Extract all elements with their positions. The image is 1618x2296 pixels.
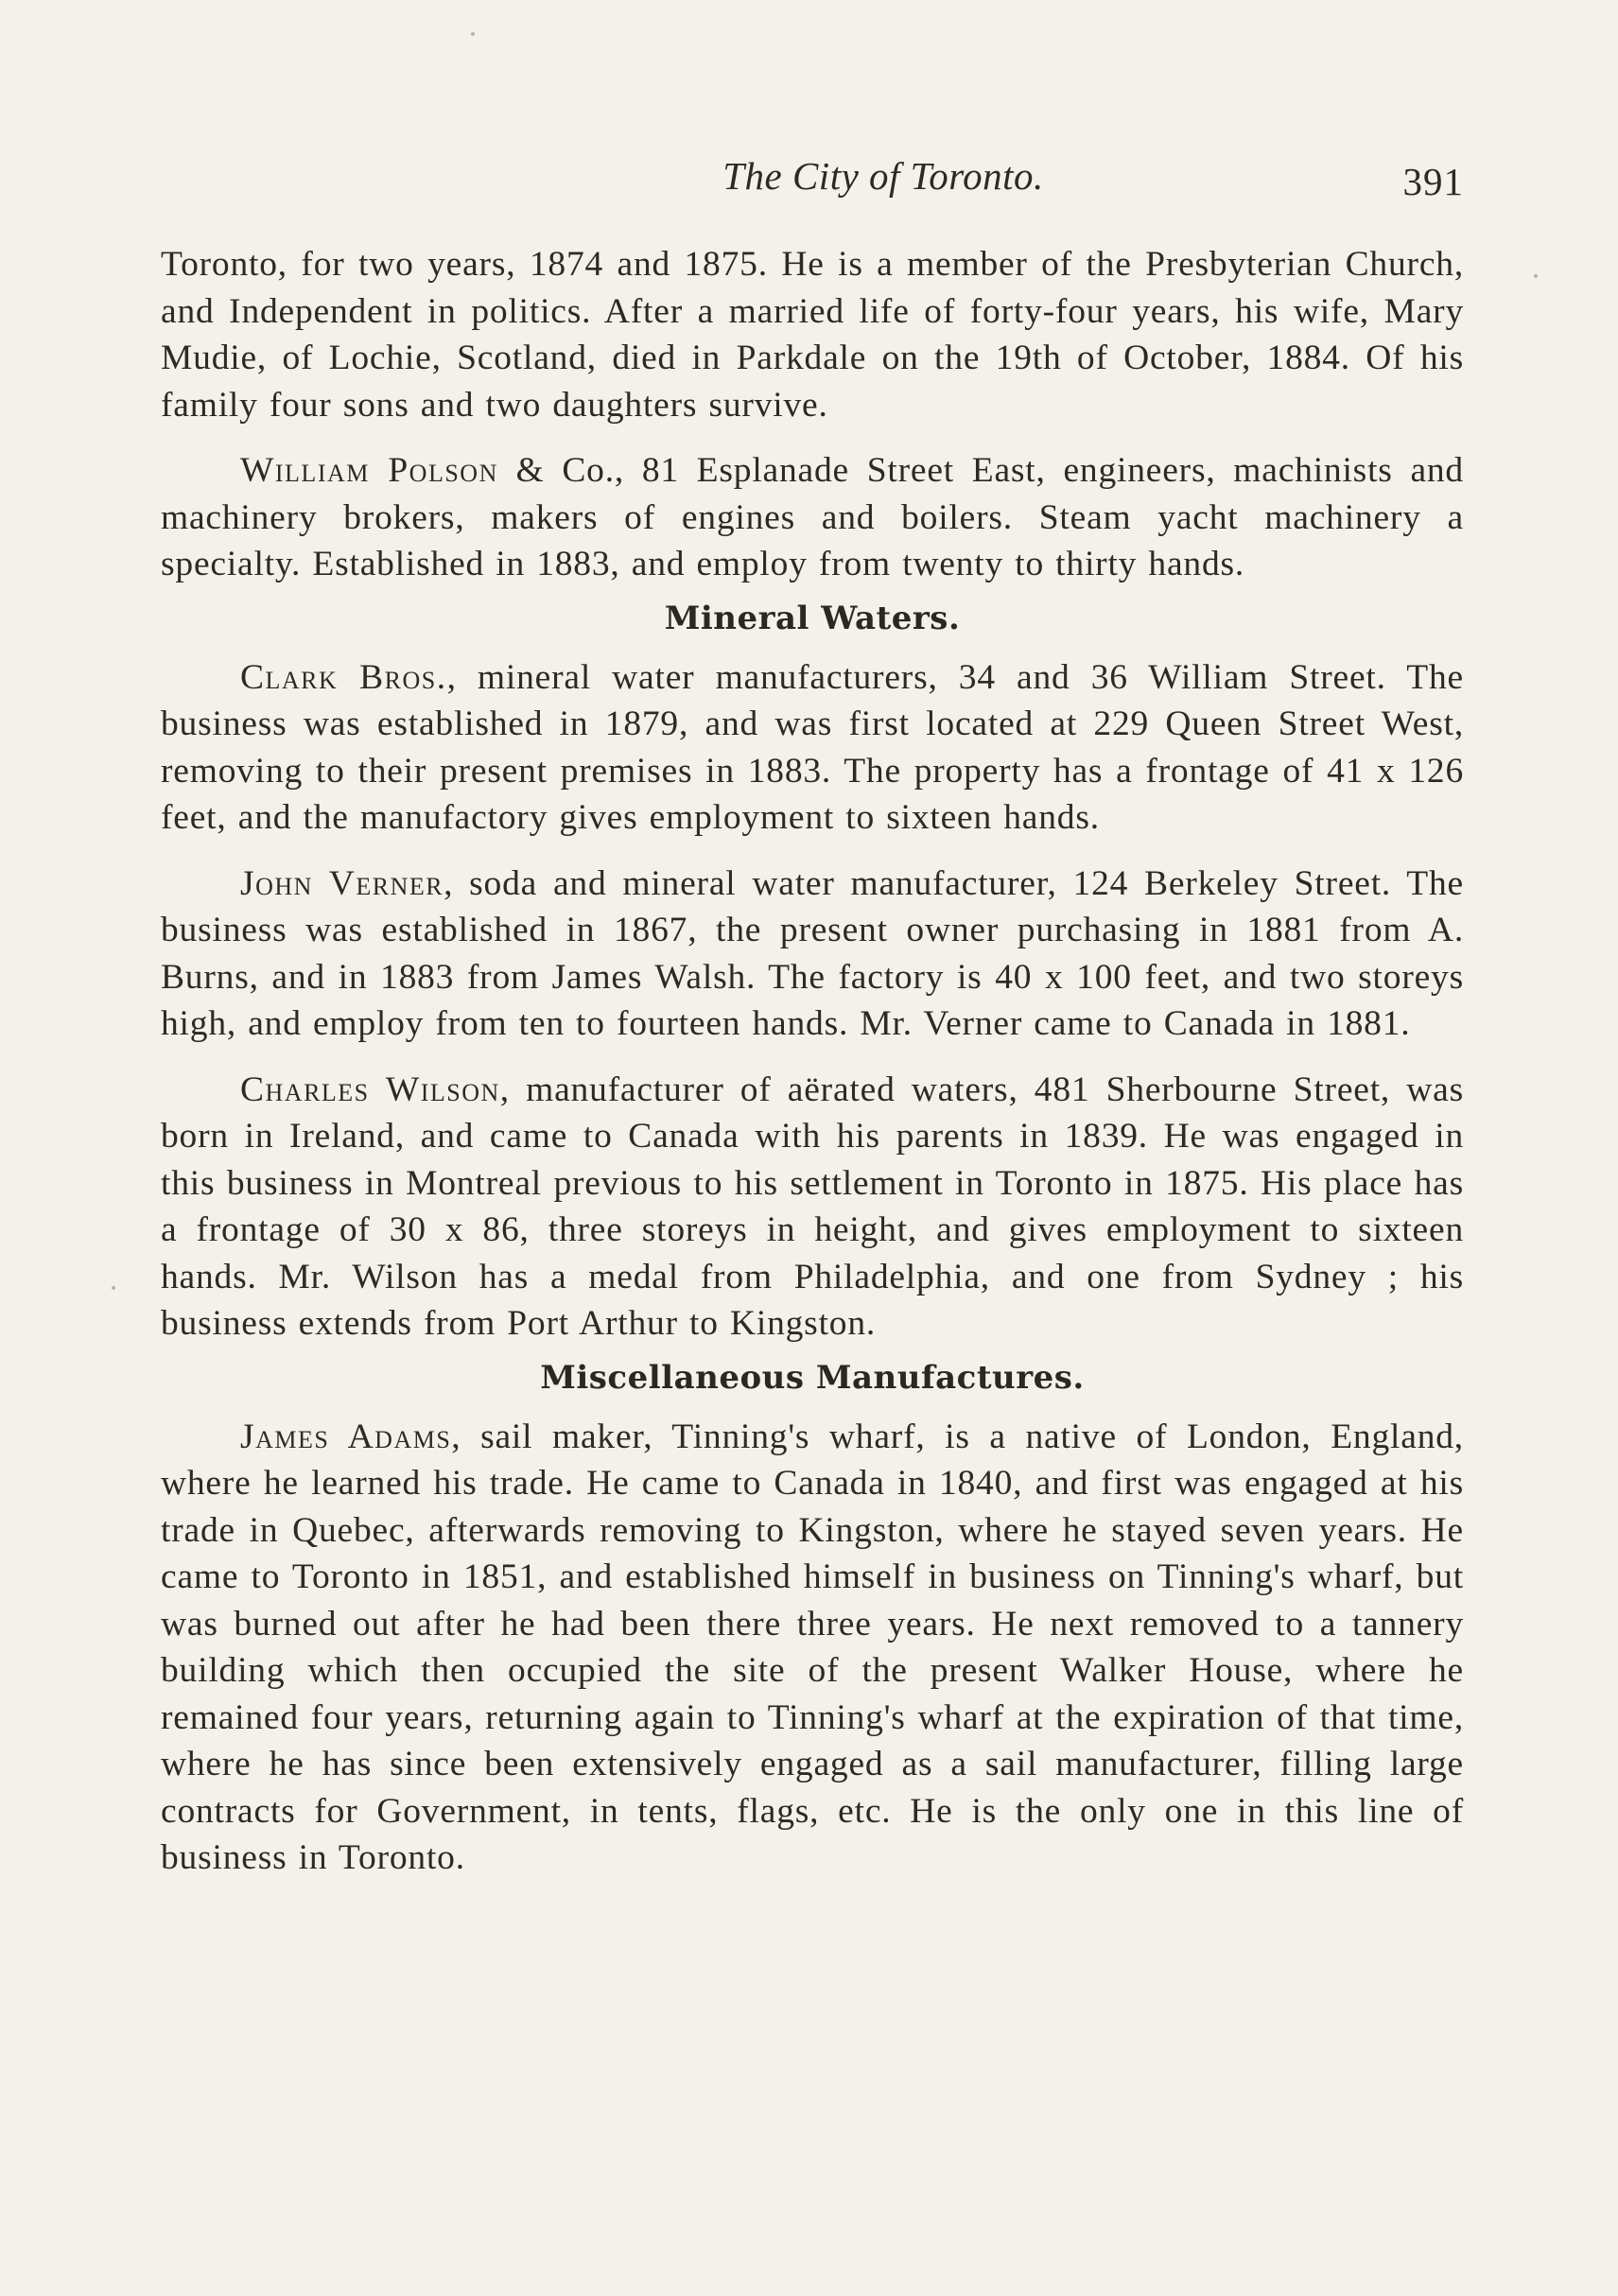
entry-text: , manufacturer of aërated waters, 481 Sherbourne Street, was born in Ireland, and came to Canada with his parents in 1839. He was engaged in this business in Montreal previous to his settlement in Toronto in 1875. His place has a frontage of 30 x 86, three storeys in height, and gives employment to sixteen hands. Mr. Wilson has a medal from Philadelphia, and one from Sydney ; his business extends from Port Arthur to Kingston. — [161, 1070, 1464, 1343]
page-speck — [112, 1286, 115, 1290]
entry-text: & Co., 81 Esplanade Street East, engineers, machinists and machinery brokers, makers of engines and boilers. Steam yacht machinery a specialty. Established in 1883, and employ from twenty to thirty hands. — [161, 451, 1464, 583]
running-head — [161, 153, 1464, 210]
entry-name: William Polson — [240, 451, 498, 490]
section-heading-mineral-waters: Mineral Waters. — [664, 599, 961, 637]
entry-name: Charles Wilson — [240, 1070, 500, 1109]
body-text — [161, 241, 1464, 1882]
page-speck — [471, 32, 475, 36]
paragraph-john-verner — [161, 861, 1464, 1048]
paragraph-william-polson — [161, 447, 1464, 588]
page-speck — [1534, 274, 1538, 278]
entry-name: Clark Bros. — [240, 657, 447, 697]
entry-name: John Verner — [240, 863, 444, 903]
entry-text: , mineral water manufacturers, 34 and 36 William Street. The business was established in 1879, and was first located at 229 Queen Street West, removing to their present premises in 1883. The property has a frontage of 41 x 126 feet, and the manufactory gives employment to sixteen hands. — [161, 657, 1464, 837]
entry-name: James Adams — [240, 1417, 452, 1456]
running-title: The City of Toronto. — [722, 154, 1044, 198]
entry-text: , sail maker, Tinning's wharf, is a native of London, England, where he learned his trade. He came to Canada in 1840, and first was engaged at his trade in Quebec, afterwards removing to Kingston, where he stayed seven years. He came to Toronto in 1851, and established himself in business on Tinning's wharf, but was burned out after he had been there three years. He next removed to a tannery building which then occupied the site of the present Walker House, where he remained four years, returning again to Tinning's wharf at the expiration of that time, where he has since been extensively engaged as a sail manufacturer, filling large contracts for Government, in tents, flags, etc. He is the only one in this line of business in Toronto. — [161, 1417, 1464, 1877]
page-number: 391 — [1402, 160, 1464, 203]
section-heading-miscellaneous-manufactures: Miscellaneous Manufactures. — [540, 1358, 1085, 1397]
paragraph-james-adams — [161, 1414, 1464, 1882]
paragraph-polson-father-continued: Toronto, for two years, 1874 and 1875. He is a member of the Presbyterian Church, and Independent in politics. After a married life of forty-four years, his wife, Mary Mudie, of Lochie, Scotland, died in Parkdale on the 19th of October, 1884. Of his family four sons and two daughters survive. — [161, 245, 1464, 425]
entry-text: , soda and mineral water manufacturer, 124 Berkeley Street. The business was established in 1867, the present owner purchasing in 1881 from A. Burns, and in 1883 from James Walsh. The factory is 40 x 100 feet, and two storeys high, and employ from ten to fourteen hands. Mr. Verner came to Canada in 1881. — [161, 863, 1464, 1043]
paragraph-clark-bros — [161, 654, 1464, 842]
paragraph-charles-wilson — [161, 1067, 1464, 1348]
